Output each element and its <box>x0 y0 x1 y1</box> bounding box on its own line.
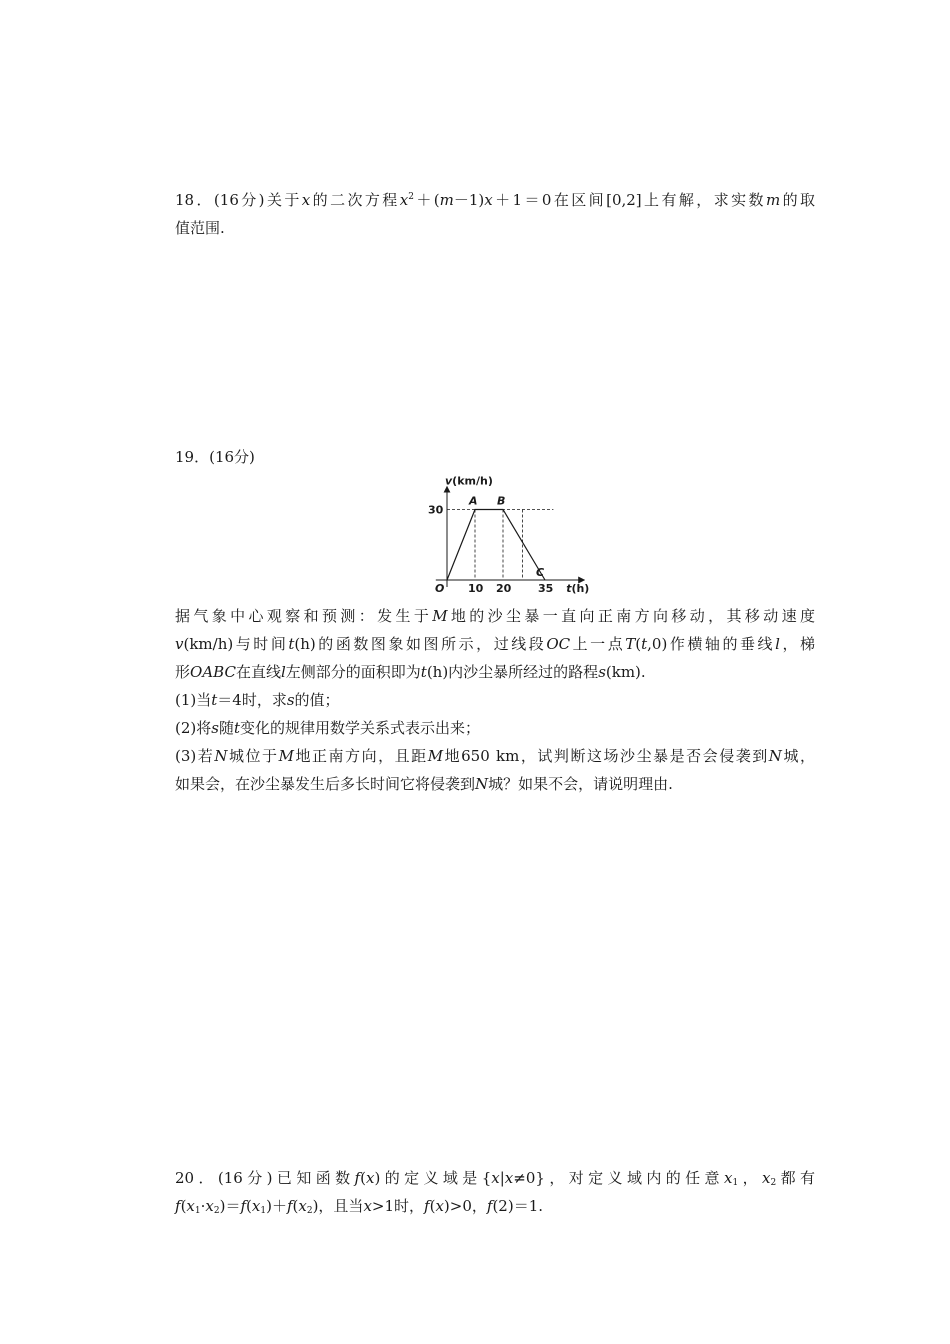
origin-label: O <box>435 582 445 595</box>
question-number: 19． <box>175 448 210 466</box>
x-tick-label: 10 <box>468 582 484 595</box>
point-label-b: B <box>497 494 506 508</box>
question-number: 20． <box>175 1169 218 1187</box>
question-18-line-2: 值范围. <box>175 219 225 237</box>
question-19-part-2: (2)将s随t变化的规律用数学关系式表示出来； <box>175 719 481 737</box>
velocity-time-graph <box>410 468 590 598</box>
x-tick-label: 35 <box>538 582 554 595</box>
question-points: (16分) <box>217 1169 273 1187</box>
question-points: (16分) <box>209 448 255 466</box>
question-19-part-3: (3)若N城位于M地正南方向，且距M地650 km，试判断这场沙尘暴是否会侵袭到N城， <box>175 747 815 765</box>
question-number: 18． <box>175 191 214 209</box>
point-label-a: A <box>469 494 478 508</box>
question-19-part-3-cont: 如果会，在沙尘暴发生后多长时间它将侵袭到N城？如果不会，请说明理由. <box>175 775 673 793</box>
trapezoid-series-line <box>447 510 545 581</box>
question-19-line-1: 据气象中心观察和预测：发生于M地的沙尘暴一直向正南方向移动，其移动速度 <box>175 607 815 625</box>
question-20-line-1: 20．(16分)已知函数f(x)的定义域是{x|x≠0}，对定义域内的任意$x_1$，$x_2$都有 <box>175 1169 815 1188</box>
x-tick-label: 20 <box>496 582 512 595</box>
question-18-line-1: 18．(16分)关于x的二次方程$x^2+(m-1)x+1=0$在区间[0,2]上有解，求实数m的取 <box>175 191 815 209</box>
question-19-line-2: v(km/h)与时间t(h)的函数图象如图所示，过线段OC上一点T(t,0)作横轴的垂线l，梯 <box>175 635 815 653</box>
y-axis-label: v(km/h) <box>445 474 493 488</box>
question-20 <box>175 1164 815 1220</box>
y-tick-label: 30 <box>428 503 444 517</box>
question-18 <box>175 186 815 242</box>
question-points: (16分) <box>213 191 265 209</box>
question-20-line-2: $f(x_1\cdot x_2)=f(x_1)+f(x_2)$，且当x>1时，f(x)>0，f(2)＝1. <box>175 1197 544 1216</box>
question-19-part-1: (1)当t＝4时，求s的值； <box>175 691 340 709</box>
point-label-c: C <box>536 566 545 579</box>
x-axis-label: t(h) <box>566 582 590 595</box>
question-19-body <box>175 602 815 798</box>
question-19-header <box>175 443 815 471</box>
question-19-line-3: 形OABC在直线l左侧部分的面积即为t(h)内沙尘暴所经过的路程s(km). <box>175 663 646 681</box>
